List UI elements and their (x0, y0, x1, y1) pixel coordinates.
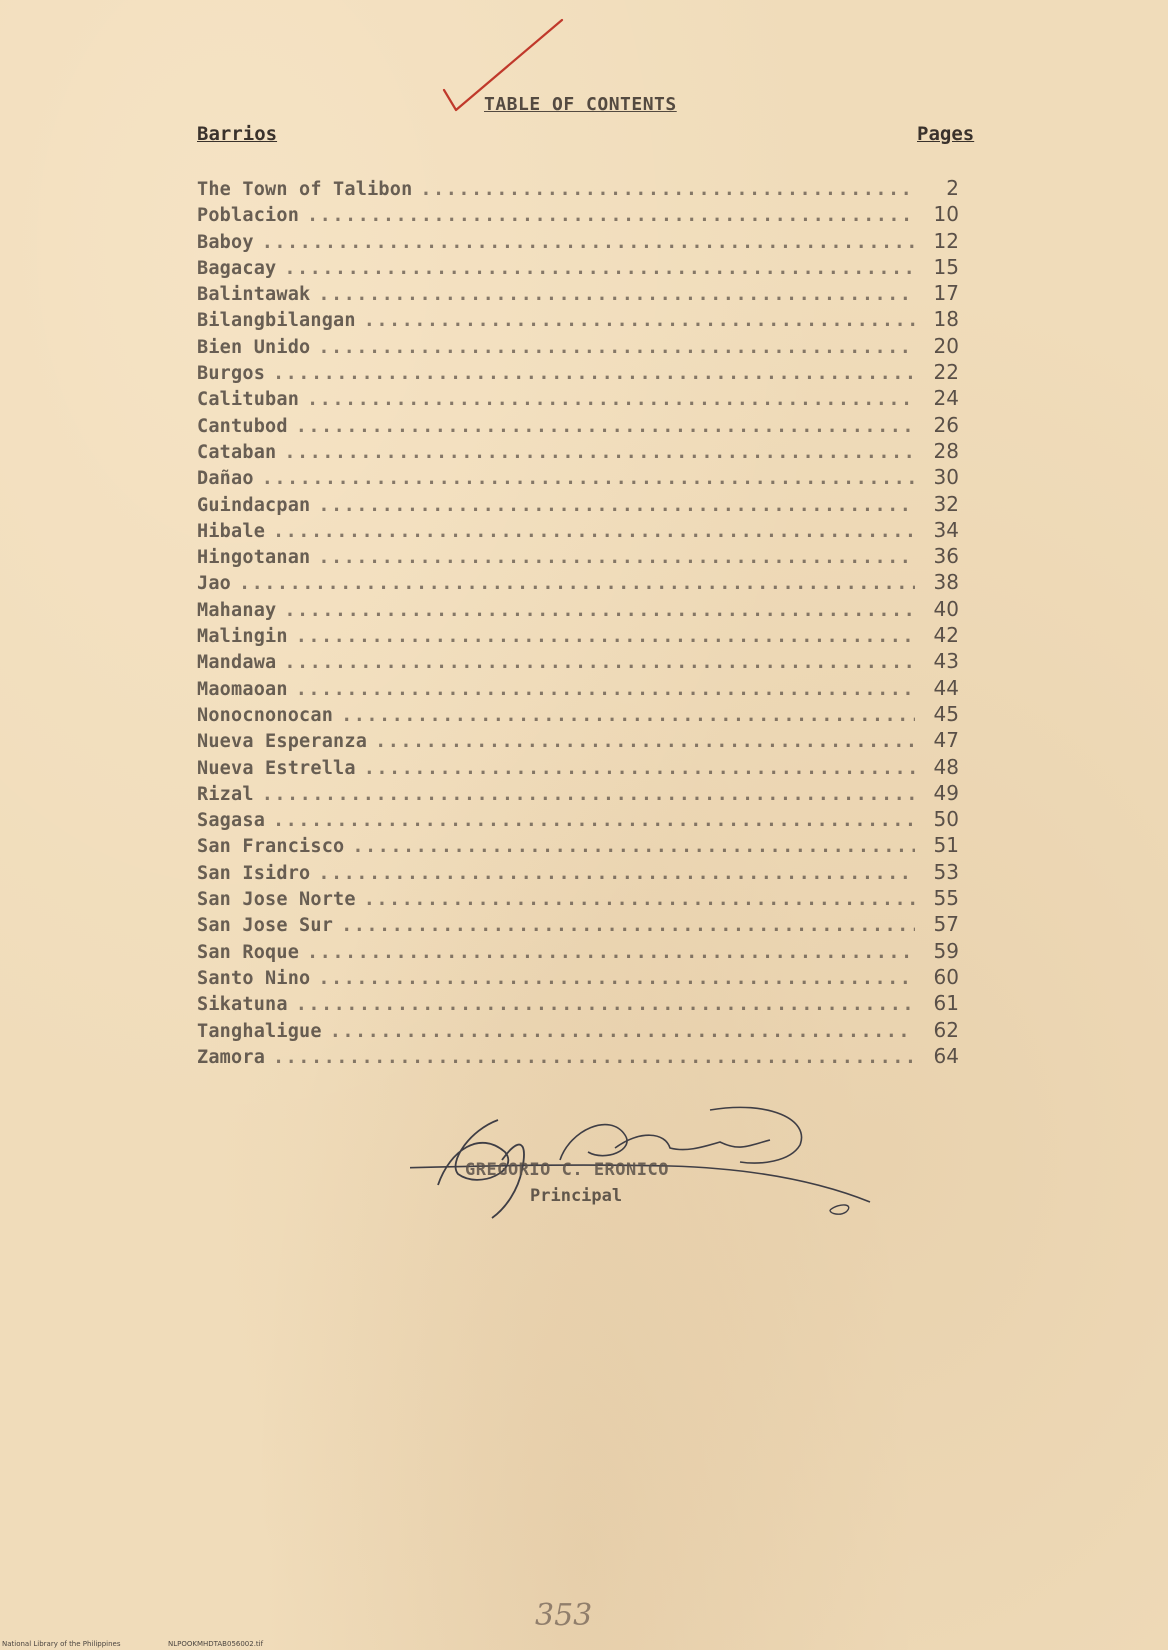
toc-entry-name: Zamora (197, 1046, 266, 1068)
toc-entry-name: Bien Unido (197, 336, 311, 358)
toc-entry-name: San Isidro (197, 862, 311, 884)
toc-entry (197, 281, 959, 307)
toc-entry (197, 1018, 959, 1044)
toc-entry-page: 53 (933, 859, 959, 884)
toc-entry-name: Hingotanan (197, 547, 311, 569)
toc-entry (197, 649, 959, 675)
toc-leader-dots (341, 705, 915, 726)
toc-entry-page: 61 (933, 991, 959, 1016)
toc-entry-page: 28 (933, 438, 959, 463)
toc-list (197, 176, 959, 1070)
toc-entry-name: Sikatuna (197, 994, 288, 1016)
page-title: TABLE OF CONTENTS (484, 94, 677, 115)
toc-leader-dots (318, 337, 915, 358)
toc-entry-name: The Town of Talibon (197, 179, 413, 200)
toc-entry-name: Nonocnonocan (197, 704, 334, 726)
toc-entry (197, 939, 959, 965)
toc-entry (197, 360, 959, 386)
toc-entry (197, 597, 959, 623)
toc-entry-name: Poblacion (197, 205, 300, 227)
toc-entry (197, 1044, 959, 1070)
toc-leader-dots (330, 1021, 915, 1042)
toc-entry-page: 22 (933, 360, 959, 385)
toc-entry-page: 51 (933, 833, 959, 858)
toc-entry-name: Cantubod (197, 415, 288, 437)
pages-column-header: Pages (917, 123, 975, 145)
toc-leader-dots (352, 836, 915, 857)
toc-leader-dots (262, 468, 915, 489)
toc-entry-page: 64 (933, 1043, 959, 1068)
toc-entry-name: Tanghaligue (197, 1020, 322, 1042)
toc-entry (197, 807, 959, 833)
toc-leader-dots (284, 652, 915, 673)
toc-entry-name: Bagacay (197, 257, 277, 279)
toc-entry-name: Nueva Estrella (197, 757, 356, 779)
toc-entry-name: Malingin (197, 626, 288, 648)
toc-leader-dots (341, 915, 915, 936)
toc-entry-page: 48 (933, 754, 959, 779)
toc-entry-name: San Jose Sur (197, 915, 334, 937)
toc-entry (197, 912, 959, 938)
handwritten-page-number: 353 (535, 1598, 593, 1633)
toc-entry (197, 202, 959, 228)
toc-entry (197, 781, 959, 807)
toc-entry-name: San Francisco (197, 836, 345, 858)
toc-entry-name: Dañao (197, 468, 254, 490)
toc-entry-name: Rizal (197, 783, 254, 805)
toc-leader-dots (296, 679, 915, 700)
toc-entry-page: 18 (933, 307, 959, 332)
toc-entry-page: 57 (933, 912, 959, 937)
toc-entry (197, 176, 959, 202)
toc-entry-page: 36 (933, 544, 959, 569)
toc-entry-name: Cataban (197, 441, 277, 463)
toc-entry (197, 386, 959, 412)
toc-entry-page: 15 (933, 254, 959, 279)
toc-entry-page: 45 (933, 701, 959, 726)
toc-entry (197, 465, 959, 491)
toc-entry-name: Balintawak (197, 284, 311, 306)
toc-leader-dots (364, 758, 915, 779)
toc-entry (197, 623, 959, 649)
toc-entry (197, 860, 959, 886)
toc-entry-page: 2 (946, 176, 959, 200)
toc-entry-page: 40 (933, 596, 959, 621)
toc-leader-dots (262, 784, 915, 805)
toc-leader-dots (318, 863, 915, 884)
toc-leader-dots (318, 968, 915, 989)
toc-leader-dots (364, 310, 915, 331)
toc-entry-name: San Roque (197, 941, 300, 963)
toc-entry-page: 50 (933, 807, 959, 832)
toc-entry-name: Bilangbilangan (197, 310, 356, 332)
toc-entry (197, 965, 959, 991)
toc-entry (197, 229, 959, 255)
toc-entry-name: Mahanay (197, 599, 277, 621)
toc-leader-dots (273, 363, 915, 384)
toc-leader-dots (273, 810, 915, 831)
toc-entry (197, 413, 959, 439)
toc-entry (197, 886, 959, 912)
toc-entry-page: 44 (933, 675, 959, 700)
toc-leader-dots (239, 573, 915, 594)
toc-entry-page: 49 (933, 780, 959, 805)
toc-entry-page: 26 (933, 412, 959, 437)
toc-entry-page: 12 (933, 228, 959, 253)
toc-leader-dots (307, 942, 915, 963)
toc-entry-page: 38 (933, 570, 959, 595)
toc-entry-name: Guindacpan (197, 494, 311, 516)
toc-entry-page: 24 (933, 386, 959, 411)
toc-entry-name: Mandawa (197, 652, 277, 674)
toc-entry-name: Burgos (197, 363, 266, 385)
toc-leader-dots (318, 547, 915, 568)
toc-leader-dots (284, 258, 915, 279)
toc-entry (197, 492, 959, 518)
toc-entry-page: 30 (933, 465, 959, 490)
toc-entry-page: 47 (933, 728, 959, 753)
toc-leader-dots (364, 889, 915, 910)
toc-leader-dots (284, 442, 915, 463)
toc-entry (197, 544, 959, 570)
toc-entry-page: 17 (933, 281, 959, 306)
toc-entry-page: 43 (933, 649, 959, 674)
toc-entry (197, 334, 959, 360)
toc-leader-dots (262, 232, 915, 253)
toc-entry-page: 62 (933, 1017, 959, 1042)
footer-filename: NLPOOKMHDTAB056002.tif (168, 1640, 264, 1648)
signer-title: Principal (530, 1186, 623, 1206)
toc-entry-name: Hibale (197, 520, 266, 542)
toc-entry (197, 728, 959, 754)
toc-entry (197, 439, 959, 465)
toc-leader-dots (318, 284, 915, 305)
toc-leader-dots (296, 626, 915, 647)
toc-leader-dots (375, 731, 915, 752)
toc-entry (197, 570, 959, 596)
toc-leader-dots (296, 994, 915, 1015)
toc-entry-name: Baboy (197, 231, 254, 253)
toc-leader-dots (307, 205, 915, 226)
barrios-column-header: Barrios (197, 123, 278, 145)
toc-entry-name: Nueva Esperanza (197, 731, 368, 753)
toc-entry (197, 702, 959, 728)
toc-leader-dots (318, 495, 915, 516)
toc-entry-name: Maomaoan (197, 678, 288, 700)
toc-entry (197, 307, 959, 333)
toc-entry-page: 34 (933, 517, 959, 542)
signer-name: GREGORIO C. ERONICO (465, 1160, 669, 1180)
toc-leader-dots (307, 389, 915, 410)
toc-entry-name: Calituban (197, 389, 300, 411)
footer-institution: National Library of the Philippines (2, 1640, 121, 1648)
toc-entry (197, 676, 959, 702)
toc-entry-page: 20 (933, 333, 959, 358)
toc-entry-name: Santo Nino (197, 967, 311, 989)
toc-entry-page: 55 (933, 886, 959, 911)
toc-entry-page: 60 (933, 964, 959, 989)
toc-entry (197, 833, 959, 859)
toc-entry-name: San Jose Norte (197, 889, 356, 911)
toc-entry-page: 32 (933, 491, 959, 516)
toc-leader-dots (273, 521, 915, 542)
toc-entry (197, 991, 959, 1017)
toc-entry-page: 59 (933, 938, 959, 963)
toc-entry (197, 755, 959, 781)
toc-leader-dots (296, 416, 915, 437)
toc-entry (197, 518, 959, 544)
toc-leader-dots (273, 1047, 915, 1068)
toc-entry-name: Sagasa (197, 810, 266, 832)
signature-icon (410, 1090, 930, 1220)
toc-entry (197, 255, 959, 281)
toc-entry-name: Jao (197, 573, 232, 595)
toc-leader-dots (284, 600, 915, 621)
toc-entry-page: 42 (933, 623, 959, 648)
toc-leader-dots (420, 179, 915, 200)
toc-entry-page: 10 (933, 202, 959, 227)
